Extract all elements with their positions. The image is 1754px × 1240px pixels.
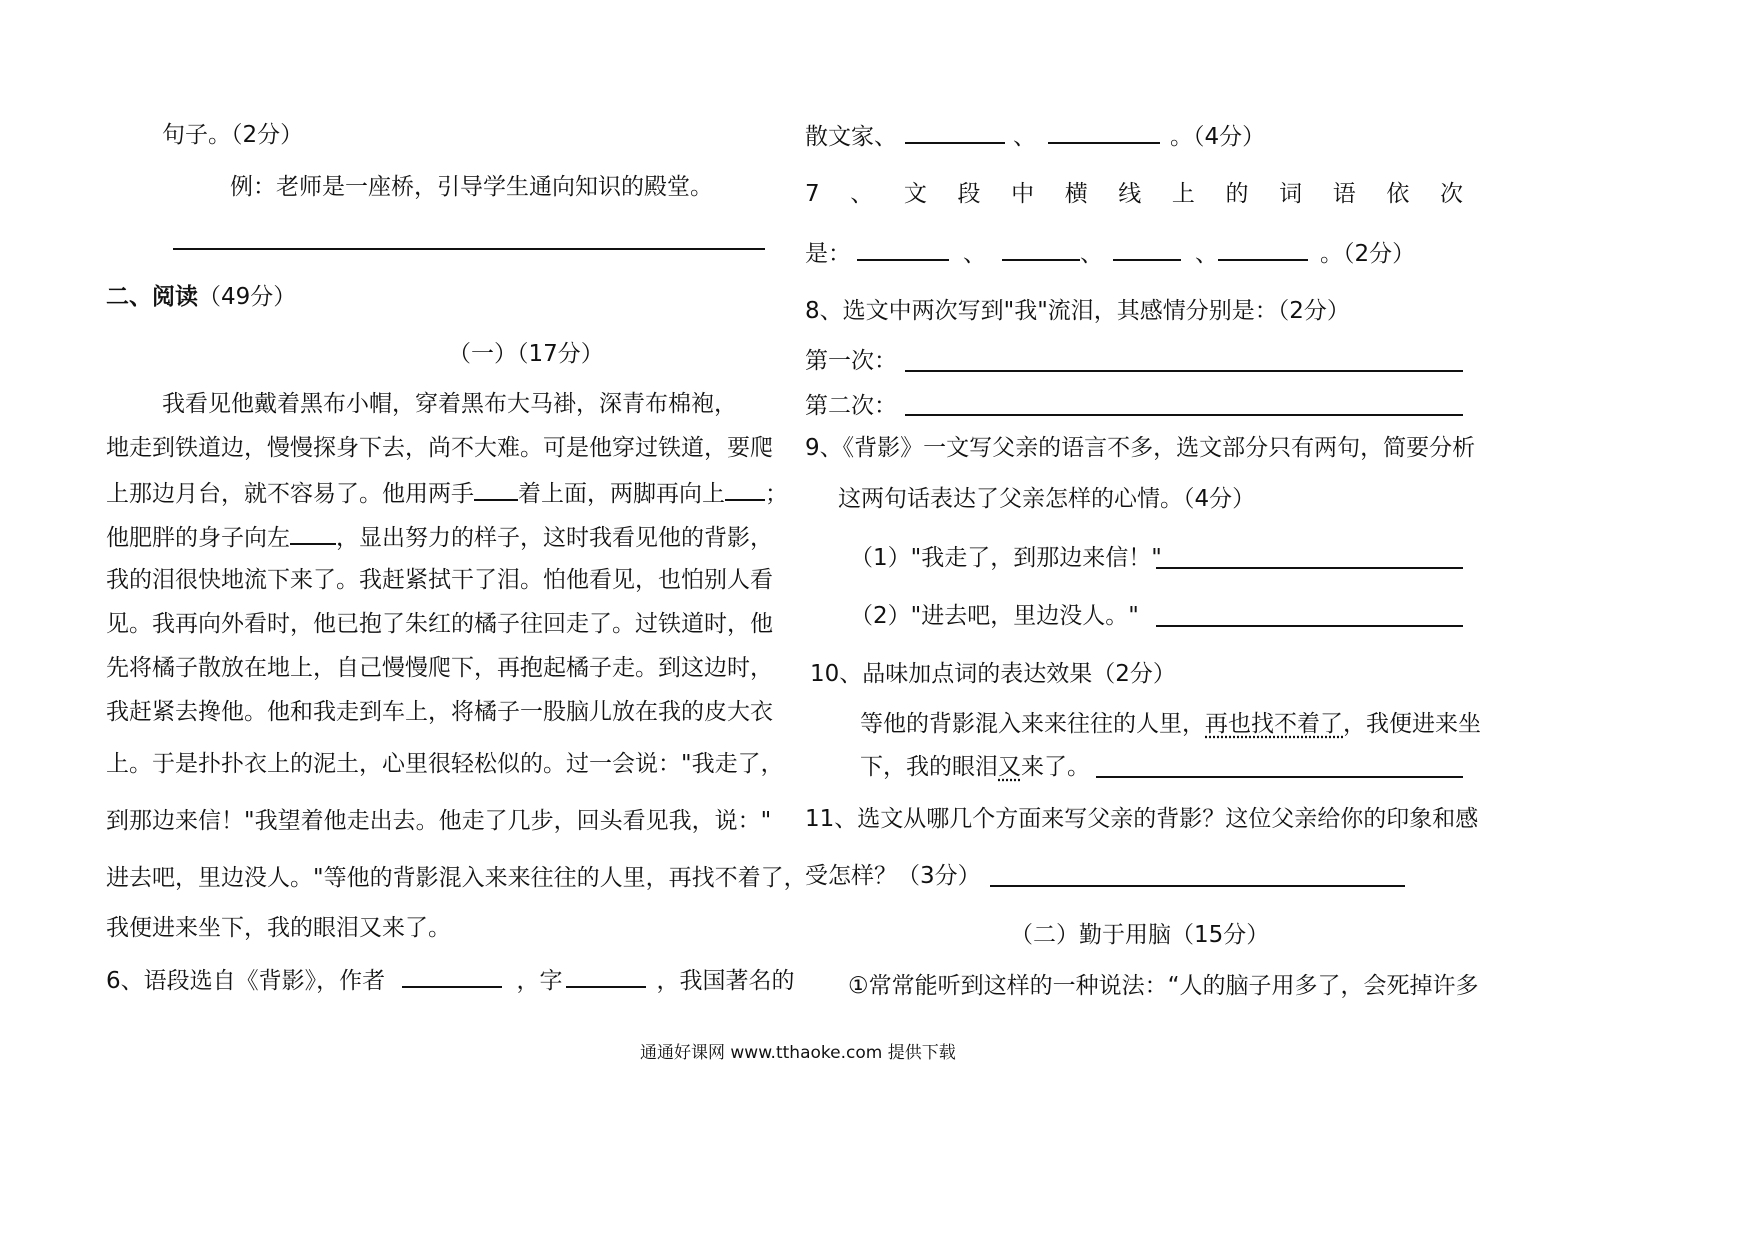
passage-line: 地走到铁道边，慢慢探身下去，尚不大难。可是他穿过铁道，要爬 [106,435,773,461]
q7-text: 、 [1080,241,1103,267]
q6-text: ，字 [516,968,563,994]
q7-line1 [805,183,1463,206]
q6-text: 6、语段选自《背影》，作者 [106,968,386,994]
reading1-title: （一）（17分） [448,341,604,367]
q6-blank-3[interactable] [905,124,1005,144]
q6 [106,968,794,993]
q7-line2 [805,241,1415,266]
q11-answer-line[interactable] [990,885,1405,887]
q10-text: ，我便进来坐 [1343,711,1481,737]
q10-text: 下，我的眼泪 [860,754,998,780]
q7-char: 7 [805,181,820,207]
page-footer: 通通好课网 www.tthaoke.com 提供下载 [640,1043,956,1063]
q5-example: 例：老师是一座桥，引导学生通向知识的殿堂。 [230,174,713,200]
passage-line [162,393,765,416]
q7-text: 、 [1195,241,1218,267]
q7-blank-2[interactable] [1002,241,1080,261]
passage-text: 上那边月台，就不容易了。他用两手 [106,481,474,507]
q7-char: 线 [1118,181,1142,207]
passage-line: 先将橘子散放在地上，自己慢慢爬下，再抱起橘子走。到这边时， [106,655,773,681]
q7-char: 次 [1439,181,1463,207]
q10-quote-line2 [860,756,1090,779]
blank-2[interactable] [725,481,765,501]
q7-blank-4[interactable] [1218,241,1308,261]
q10-answer-line[interactable] [1096,776,1463,778]
q9-item-2-answer-line[interactable] [1156,625,1463,627]
q7-char: 词 [1279,181,1303,207]
q10-text: 来了。 [1021,754,1090,780]
blank-1[interactable] [474,481,518,501]
passage-line: 上。于是扑扑衣上的泥土，心里很轻松似的。过一会说："我走了， [106,751,784,777]
passage-line: 我便进来坐下，我的眼泪又来了。 [106,915,451,941]
q6-courtesy-name-blank[interactable] [566,968,646,988]
q10-text: 等他的背影混入来来往往的人里， [860,711,1205,737]
q11: 11、选文从哪几个方面来写父亲的背影？这位父亲给你的印象和感 [805,806,1479,832]
reading2-title: （二）勤于用脑（15分） [1010,922,1270,948]
q7-char: 横 [1064,181,1088,207]
q7-char: 文 [903,181,927,207]
q6-tail [805,124,1265,149]
q8-first-label: 第一次： [805,348,897,374]
passage-text: 他肥胖的身子向左 [106,525,290,551]
q7-blank-1[interactable] [857,241,949,261]
blank-3[interactable] [290,525,336,545]
section2-heading [106,286,296,309]
q10-dotted-phrase: 再也找不着了 [1205,711,1343,737]
q6-tail-text: 。（4分） [1170,124,1266,150]
q6-author-blank[interactable] [402,968,502,988]
q9-line2: 这两句话表达了父亲怎样的心情。（4分） [838,486,1256,512]
passage-text: 我看见他戴着黑布小帽，穿着黑布大马褂，深青布棉袍， [162,391,737,417]
q10-quote-line1 [860,713,1481,736]
q6-tail-text: 、 [1013,124,1036,150]
q7-text: 是： [805,241,851,267]
q7-char: 、 [850,181,874,207]
passage-text: 着上面，两脚再向上 [518,481,725,507]
q7-char: 依 [1386,181,1410,207]
q7-text: 、 [963,241,986,267]
reading2-paragraph: ①常常能听到这样的一种说法：“人的脑子用多了，会死掉许多 [848,973,1479,999]
q10: 10、品味加点词的表达效果（2分） [810,661,1176,687]
passage-text: ； [765,481,788,507]
passage-line: 到那边来信！"我望着他走出去。他走了几步，回头看见我，说：" [106,808,772,834]
q7-blank-3[interactable] [1113,241,1181,261]
q8: 8、选文中两次写到"我"流泪，其感情分别是：（2分） [805,298,1350,324]
passage-line [106,481,788,507]
q8-first-answer-line[interactable] [905,370,1463,372]
q7-char: 上 [1171,181,1195,207]
q9-item-2: （2）"进去吧，里边没人。" [850,603,1139,629]
q7-char: 段 [957,181,981,207]
q6-blank-4[interactable] [1048,124,1160,144]
q5-tail: 句子。（2分） [162,122,304,148]
q7-text: 。（2分） [1320,241,1416,267]
q6-text: ，我国著名的 [656,968,795,994]
q8-second-label: 第二次： [805,393,897,419]
q7-char: 语 [1332,181,1356,207]
q5-answer-line[interactable] [173,248,765,250]
passage-line: 我的泪很快地流下来了。我赶紧拭干了泪。怕他看见，也怕别人看 [106,567,773,593]
q9-item-1-answer-line[interactable] [1156,567,1463,569]
q6-tail-text: 散文家、 [805,124,897,150]
passage-text: ，显出努力的样子，这时我看见他的背影， [336,525,773,551]
passage-line: 见。我再向外看时，他已抱了朱红的橘子往回走了。过铁道时，他 [106,611,773,637]
q9-item-1: （1）"我走了，到那边来信！" [850,545,1162,571]
passage-line: 进去吧，里边没人。"等他的背影混入来来往往的人里，再找不着了， [106,865,807,891]
q11-line2: 受怎样？（3分） [805,863,981,889]
section2-title: 二、阅读 [106,284,198,310]
q9: 9、《背影》一文写父亲的语言不多，选文部分只有两句，简要分析 [805,435,1476,461]
q7-char: 中 [1011,181,1035,207]
passage-line [106,525,773,551]
q8-second-answer-line[interactable] [905,414,1463,416]
q7-char: 的 [1225,181,1249,207]
section2-score: （49分） [198,284,297,310]
q10-dotted-word: 又 [998,754,1021,780]
passage-line: 我赶紧去搀他。他和我走到车上，将橘子一股脑儿放在我的皮大衣 [106,699,773,725]
